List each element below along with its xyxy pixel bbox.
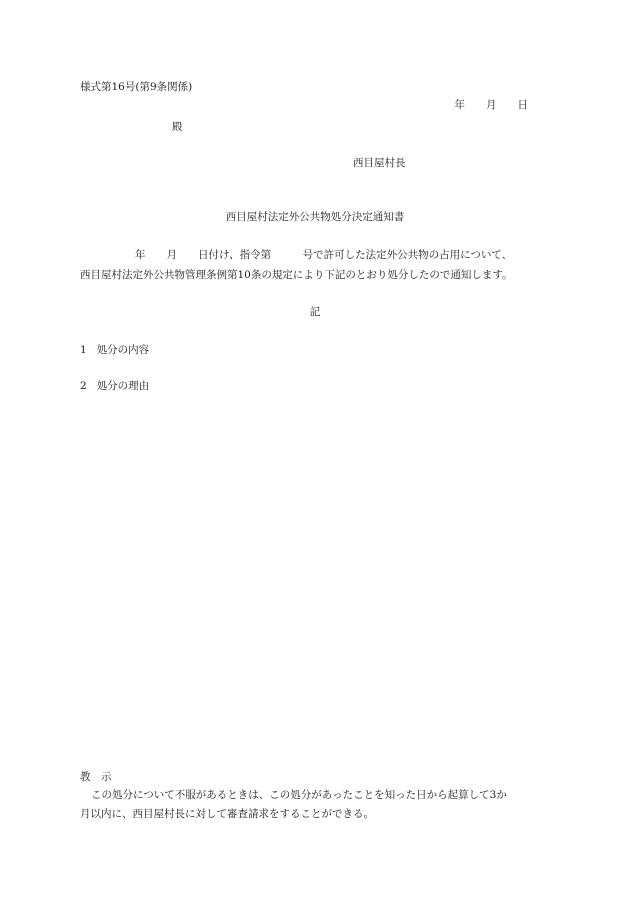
instruction-line-1: この処分について不服があるときは、この処分があったことを知った日から起算して3か: [91, 789, 507, 801]
document-title: 西目屋村法定外公共物処分決定通知書: [225, 211, 405, 223]
form-number: 様式第16号(第9条関係): [80, 81, 193, 93]
instruction-line-2: 月以内に、西目屋村長に対して審査請求をすることができる。: [80, 808, 374, 820]
item-1: [80, 345, 149, 356]
item-2: [80, 381, 149, 392]
ki-heading: 記: [309, 306, 321, 318]
item-number: 2: [80, 380, 87, 392]
item-label: 処分の理由: [96, 380, 150, 392]
item-number: 1: [80, 344, 87, 356]
body-line-1: 年 月 日付け、指令第 号で許可した法定外公共物の占用について、: [135, 249, 513, 261]
issuer-name: 西目屋村長: [353, 157, 406, 169]
body-line-2: 西目屋村法定外公共物管理条例第10条の規定により下記のとおり処分したので通知します。: [80, 269, 513, 281]
instruction-heading: 教 示: [80, 771, 112, 783]
item-label: 処分の内容: [96, 344, 150, 356]
date-line: 年 月 日: [454, 99, 528, 111]
addressee-suffix: 殿: [172, 121, 183, 133]
